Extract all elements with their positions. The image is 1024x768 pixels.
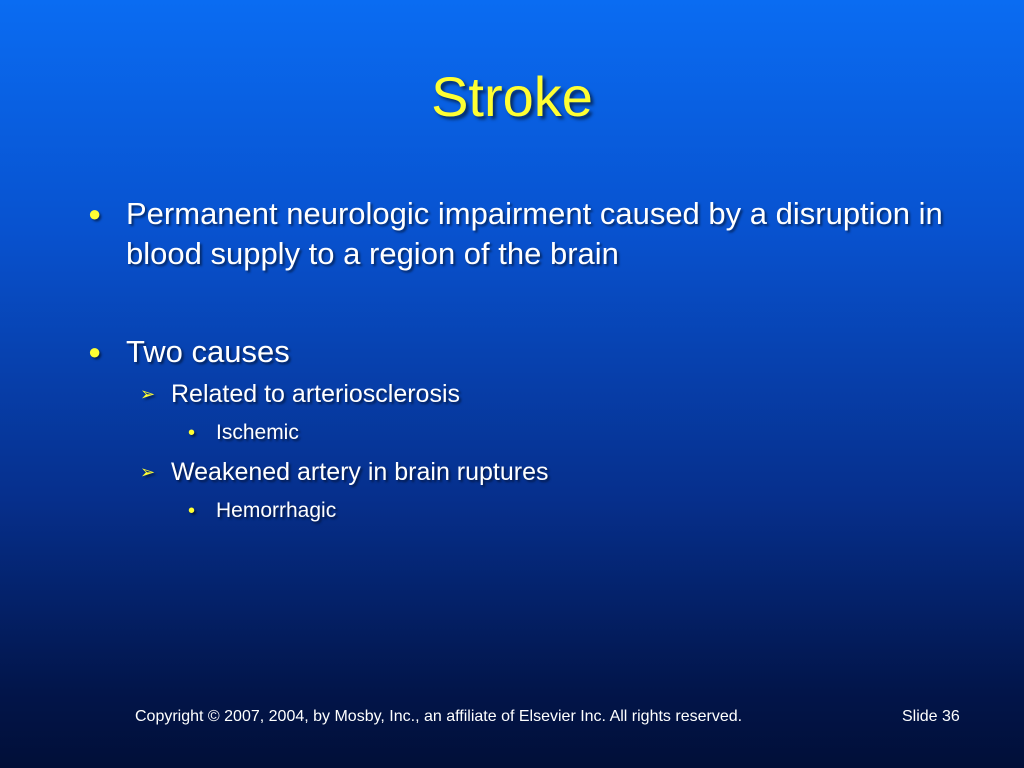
subbullet-item-artery-rupture <box>140 456 940 488</box>
bullet-text: Two causes <box>126 334 290 369</box>
subbullet-text: Related to arteriosclerosis <box>171 380 461 408</box>
subsubbullet-text: Hemorrhagic <box>216 499 337 522</box>
arrow-bullet-icon: ➢ <box>140 384 156 404</box>
subsubbullet-text: Ischemic <box>216 421 299 444</box>
arrow-bullet-icon: ➢ <box>140 462 156 482</box>
slide-number: Slide 36 <box>902 708 960 725</box>
bullet-item-definition <box>88 194 948 274</box>
bullet-item-causes <box>88 332 948 372</box>
subbullet-text: Weakened artery in brain ruptures <box>171 458 549 486</box>
dot-bullet-icon: • <box>188 422 196 444</box>
bullet-text: Permanent neurologic impairment caused by a disruption in blood supply to a region of the brain <box>126 196 943 271</box>
bullet-icon: ● <box>88 201 102 226</box>
subsubbullet-item-hemorrhagic <box>188 497 888 525</box>
dot-bullet-icon: • <box>188 500 196 522</box>
copyright-footer: Copyright © 2007, 2004, by Mosby, Inc., an affiliate of Elsevier Inc. All rights reserved. <box>135 708 743 725</box>
slide-title: Stroke <box>431 65 593 128</box>
subbullet-item-arteriosclerosis <box>140 378 940 410</box>
subsubbullet-item-ischemic <box>188 419 888 447</box>
bullet-icon: ● <box>88 339 102 364</box>
